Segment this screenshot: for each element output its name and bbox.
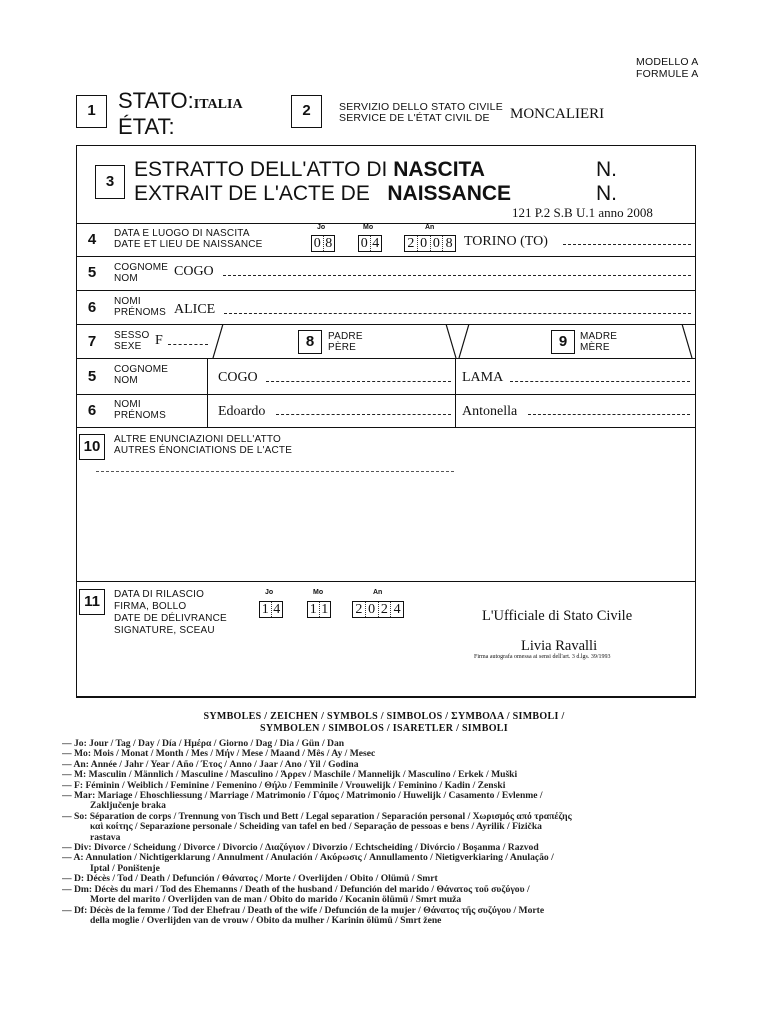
day-header: Jo — [317, 224, 326, 231]
field-number-5: 5 — [87, 264, 97, 281]
model-code — [636, 56, 699, 80]
surname-label — [114, 262, 168, 284]
dash-fill — [276, 414, 451, 415]
birth-year-digit: 2 — [405, 236, 418, 251]
model-line-1: MODELLO A — [636, 56, 699, 68]
legend-line: Morte del marito / Overlijden van de man / Óbito do marido / Kocanin ölümü / Smrt muža — [90, 895, 462, 906]
parents-surname-label — [114, 364, 168, 386]
row-divider-11 — [76, 581, 696, 582]
row-divider-10 — [76, 427, 696, 428]
state-value: ITALIA — [193, 97, 243, 112]
birth-day-digit: 8 — [325, 236, 333, 251]
legend-line: rastava — [90, 832, 121, 843]
father-given-name: Edoardo — [218, 404, 266, 419]
issue-month-header: Mo — [313, 589, 324, 596]
model-line-2: FORMULE A — [636, 68, 699, 80]
civil-service-label-it: SERVIZIO DELLO STATO CIVILE — [339, 101, 503, 113]
officer-name: Livia Ravalli — [521, 638, 598, 654]
legend-line: — Df: Décès de la femme / Tod der Ehefrau / Death of the wife / Defunción de la mujer / Θάνατος τῆς συζύγου / Morte — [62, 905, 545, 916]
column-divider — [207, 358, 208, 428]
sex-label-fr: SEXE — [114, 341, 142, 352]
issue-day-digit: 4 — [273, 602, 281, 617]
issue-label — [114, 589, 227, 637]
given-name-label-fr: PRÉNOMS — [114, 307, 166, 318]
issue-year-header: An — [373, 589, 383, 596]
given-name-label — [114, 296, 166, 318]
birth-date-label-it: DATA E LUOGO DI NASCITA — [114, 228, 250, 239]
issue-label-3: DATE DE DÉLIVRANCE — [114, 613, 227, 624]
parents-surname-label-fr: NOM — [114, 375, 138, 386]
given-name-label-it: NOMI — [114, 296, 141, 307]
field-number-6-parents: 6 — [87, 402, 97, 419]
issue-year-digit: 4 — [393, 602, 401, 617]
parents-given-name-label — [114, 399, 166, 421]
field-number-9: 9 — [551, 330, 575, 354]
sex-label — [114, 330, 149, 352]
field-number-3: 3 — [95, 165, 125, 199]
row-divider-5 — [76, 256, 696, 257]
birth-year-digit: 0 — [418, 236, 431, 251]
field-number-11: 11 — [79, 589, 105, 615]
field-number-2: 2 — [291, 95, 322, 128]
birth-year-digit: 8 — [445, 236, 453, 251]
legend-line: — D: Décès / Tod / Death / Defunción / Θάνατος / Morte / Overlijden / Óbito / Ölümü / Smrt — [62, 874, 438, 885]
issue-day-digit: 1 — [260, 602, 272, 617]
issue-day-header: Jo — [265, 589, 274, 596]
row-divider-6 — [76, 290, 696, 291]
father-surname: COGO — [218, 370, 258, 385]
sex-value: F — [155, 333, 163, 348]
mother-surname: LAMA — [462, 370, 504, 385]
legend-line: — Dm: Décès du mari / Tod des Ehemanns / Death of the husband / Defunción del marido / Θάνατος τοῦ συζύγου / — [62, 884, 530, 895]
civil-service-label-fr: SERVICE DE L'ÉTAT CIVIL DE — [339, 112, 490, 124]
field-number-8: 8 — [298, 330, 322, 354]
dash-fill — [224, 313, 691, 314]
officer-title: L'Ufficiale di Stato Civile — [482, 608, 633, 624]
dash-fill — [266, 381, 451, 382]
birth-place: TORINO (TO) — [464, 234, 548, 249]
month-header: Mo — [363, 224, 374, 231]
field-number-5-parents: 5 — [87, 368, 97, 385]
issue-label-1: DATA DI RILASCIO — [114, 589, 205, 600]
legend-line: — A: Annulation / Nichtigerklarung / Annulment / Anulación / Ακύρωσις / Annullamento / Nietigverkiaring / Anulação / — [62, 853, 554, 864]
row-divider-6b — [76, 394, 696, 395]
other-statements-label — [114, 434, 292, 456]
field-number-6: 6 — [87, 299, 97, 316]
field-number-10: 10 — [79, 434, 105, 460]
issue-day-box — [259, 601, 283, 618]
row-divider-4 — [76, 223, 696, 224]
other-statements-label-fr: AUTRES ÉNONCIATIONS DE L'ACTE — [114, 445, 293, 456]
birth-month-box — [358, 235, 382, 252]
legend-line: — Jo: Jour / Tag / Day / Día / Ημέρα / Giorno / Dag / Dia / Gün / Dan — [62, 739, 345, 749]
birth-year-digit: 0 — [431, 236, 444, 251]
state-label — [118, 90, 243, 138]
birth-date-label — [114, 228, 263, 250]
title-it-n: N. — [596, 158, 617, 181]
field-number-4: 4 — [87, 231, 97, 248]
father-label — [328, 331, 363, 353]
legend-line: della moglie / Overlijden van de vrouw / Óbito da mulher / Karinin ölümü / Smrt žene — [90, 915, 442, 926]
document-title — [134, 158, 617, 206]
legend-line: — An: Année / Jahr / Year / Año / Έτος / Anno / Jaar / Ano / Yil / Godina — [62, 759, 359, 770]
state-label-fr: ÉTAT: — [118, 114, 175, 139]
surname-label-it: COGNOME — [114, 262, 169, 273]
issue-year-digit: 2 — [379, 602, 392, 617]
legend-line: — So: Séparation de corps / Trennung von Tisch und Bett / Legal separation / Separación personal / Χωρισμός από τραπέζης — [62, 811, 572, 822]
title-fr-bold: NAISSANCE — [387, 182, 512, 205]
father-label-fr: PÈRE — [328, 342, 357, 353]
symbols-legend — [62, 739, 712, 926]
birth-day-digit: 0 — [312, 236, 324, 251]
parents-given-name-label-fr: PRÉNOMS — [114, 410, 166, 421]
issue-year-box — [352, 601, 404, 618]
birth-date-label-fr: DATE ET LIEU DE NAISSANCE — [114, 239, 263, 250]
legend-line: — Mo: Mois / Monat / Month / Mes / Μήν / Mese / Maand / Mês / Ay / Mesec — [62, 749, 376, 760]
birth-day-box — [311, 235, 335, 252]
dash-fill — [223, 275, 691, 276]
title-fr-n: N. — [596, 182, 617, 205]
symbols-title-line-1: SYMBOLES / ZEICHEN / SYMBOLS / SIMBOLOS / ΣΥΜΒΟΛΑ / SIMBOLI / — [203, 711, 565, 722]
year-header: An — [425, 224, 435, 231]
legend-line: — Div: Divorce / Scheidung / Divorce / Divorcio / Διαζύγιον / Divorzio / Echtscheiding / Divórcio / Boşanma / Razvod — [62, 843, 539, 854]
legend-line: — Mar: Mariage / Ehoschliessung / Marriage / Matrimonio / Γάμος / Matrimonio / Huwelijk / Casamento / Evlenme / — [62, 791, 543, 802]
symbols-title-line-2: SYMBOLEN / SIMBOLOS / ISARETLER / SIMBOLI — [260, 723, 508, 734]
dash-fill — [528, 414, 690, 415]
column-divider — [455, 358, 456, 428]
dash-fill — [96, 471, 454, 472]
other-statements-label-it: ALTRE ENUNCIAZIONI DELL'ATTO — [114, 434, 281, 445]
field-number-7: 7 — [87, 333, 97, 350]
title-fr-prefix: EXTRAIT DE L'ACTE DE — [134, 182, 370, 205]
father-label-it: PADRE — [328, 331, 363, 342]
parents-given-name-label-it: NOMI — [114, 399, 141, 410]
issue-label-4: SIGNATURE, SCEAU — [114, 625, 215, 636]
issue-month-box — [307, 601, 331, 618]
symbols-title — [0, 711, 768, 735]
issue-year-digit: 2 — [353, 602, 366, 617]
title-it-prefix: ESTRATTO DELL'ATTO DI — [134, 158, 388, 181]
title-it-bold: NASCITA — [393, 158, 485, 181]
mother-label-fr: MÈRE — [580, 342, 610, 353]
sex-label-it: SESSO — [114, 330, 150, 341]
field-number-1: 1 — [76, 95, 107, 128]
given-name-value: ALICE — [174, 302, 216, 317]
parents-header-dividers — [205, 324, 695, 359]
surname-label-fr: NOM — [114, 273, 138, 284]
birth-month-digit: 4 — [372, 236, 380, 251]
dash-fill — [168, 344, 208, 345]
issue-month-digit: 1 — [321, 602, 329, 617]
birth-year-box — [404, 235, 456, 252]
legend-line: καὶ κοίτης / Separazione personale / Scheiding van tafel en bed / Separação de pessoas e bens / Ayrilik / Fizička — [90, 822, 542, 833]
surname-value: COGO — [174, 264, 214, 279]
municipality-value: MONCALIERI — [510, 106, 605, 122]
mother-label — [580, 331, 617, 353]
legend-line: — M: Masculin / Männlich / Masculine / Masculino / Άρρεν / Maschile / Mannelijk / Masculino / Erkek / Muški — [62, 770, 518, 781]
dash-fill — [510, 381, 690, 382]
mother-label-it: MADRE — [580, 331, 618, 342]
legend-line: — F: Féminin / Weiblich / Feminine / Femenino / Θήλυ / Femminile / Vrouwelijk / Feminino / Kadin / Ženski — [62, 780, 506, 791]
issue-month-digit: 1 — [308, 602, 320, 617]
legend-line: Zaključenje braka — [90, 801, 166, 812]
civil-service-label — [339, 102, 503, 124]
parents-surname-label-it: COGNOME — [114, 364, 169, 375]
signature-note: Firma autografa omessa ai sensi dell'art. 3 d.lgs. 39/1993 — [474, 654, 611, 660]
issue-year-digit: 0 — [366, 602, 379, 617]
dash-fill — [563, 244, 691, 245]
issue-label-2: FIRMA, BOLLO — [114, 601, 187, 612]
legend-line: Iptal / Poništenje — [90, 863, 160, 874]
state-label-it: STATO: — [118, 88, 194, 113]
birth-month-digit: 0 — [359, 236, 371, 251]
mother-given-name: Antonella — [462, 404, 518, 419]
act-number: 121 P.2 S.B U.1 anno 2008 — [512, 205, 653, 220]
